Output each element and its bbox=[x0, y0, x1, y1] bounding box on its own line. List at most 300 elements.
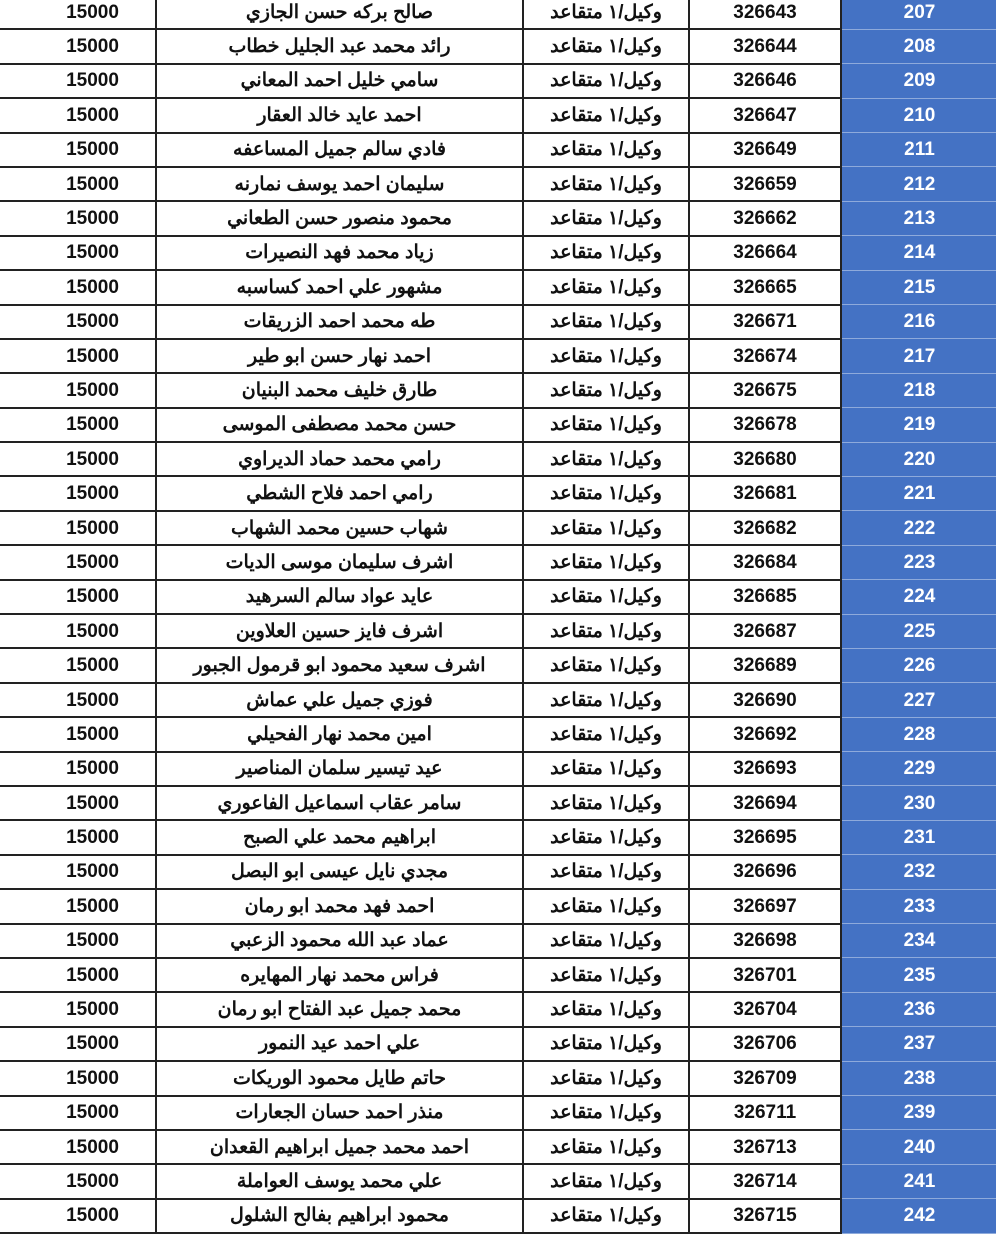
rank-value: وكيل/١ متقاعد bbox=[550, 689, 662, 711]
sequence-value: 226 bbox=[903, 655, 936, 677]
rank-value: وكيل/١ متقاعد bbox=[550, 999, 662, 1021]
table-row bbox=[0, 1061, 996, 1095]
amount-cell bbox=[0, 683, 156, 717]
name-value: محمود منصور حسن الطعاني bbox=[227, 208, 452, 230]
name-value: حاتم طايل محمود الوريكات bbox=[232, 1067, 447, 1089]
rank-value: وكيل/١ متقاعد bbox=[550, 173, 662, 195]
amount-value: 15000 bbox=[66, 311, 119, 333]
name-value: علي محمد يوسف العواملة bbox=[236, 1170, 443, 1192]
rank-value: وكيل/١ متقاعد bbox=[550, 1136, 662, 1158]
military-id-value: 326647 bbox=[733, 104, 797, 126]
rank-value: وكيل/١ متقاعد bbox=[550, 930, 662, 952]
amount-cell bbox=[0, 442, 156, 476]
name-value: زياد محمد فهد النصيرات bbox=[245, 242, 434, 264]
name-cell bbox=[156, 1199, 523, 1233]
name-value: ابراهيم محمد علي الصبح bbox=[243, 827, 436, 849]
sequence-cell bbox=[841, 958, 996, 992]
rank-value: وكيل/١ متقاعد bbox=[550, 276, 662, 298]
amount-value: 15000 bbox=[66, 70, 119, 92]
amount-cell bbox=[0, 717, 156, 751]
military-id-cell bbox=[689, 64, 841, 98]
rank-value: وكيل/١ متقاعد bbox=[550, 139, 662, 161]
rank-cell bbox=[523, 339, 689, 373]
amount-value: 15000 bbox=[66, 723, 119, 745]
amount-cell bbox=[0, 820, 156, 854]
amount-cell bbox=[0, 64, 156, 98]
name-cell bbox=[156, 167, 523, 201]
rank-value: وكيل/١ متقاعد bbox=[550, 345, 662, 367]
rank-cell bbox=[523, 752, 689, 786]
rank-value: وكيل/١ متقاعد bbox=[550, 1102, 662, 1124]
military-id-cell bbox=[689, 648, 841, 682]
sequence-value: 237 bbox=[903, 1033, 936, 1055]
military-id-value: 326681 bbox=[733, 483, 797, 505]
amount-cell bbox=[0, 545, 156, 579]
military-id-cell bbox=[689, 442, 841, 476]
table-row bbox=[0, 64, 996, 98]
amount-value: 15000 bbox=[66, 242, 119, 264]
table-row bbox=[0, 270, 996, 304]
amount-value: 15000 bbox=[66, 36, 119, 58]
amount-value: 15000 bbox=[66, 483, 119, 505]
rank-value: وكيل/١ متقاعد bbox=[550, 379, 662, 401]
sequence-value: 230 bbox=[903, 792, 936, 814]
rank-value: وكيل/١ متقاعد bbox=[550, 827, 662, 849]
table-row bbox=[0, 717, 996, 751]
rank-cell bbox=[523, 786, 689, 820]
amount-cell bbox=[0, 511, 156, 545]
military-id-value: 326694 bbox=[733, 792, 797, 814]
sequence-cell bbox=[841, 1027, 996, 1061]
amount-cell bbox=[0, 1096, 156, 1130]
name-value: عيد تيسير سلمان المناصير bbox=[236, 758, 443, 780]
name-cell bbox=[156, 580, 523, 614]
military-id-cell bbox=[689, 29, 841, 63]
sequence-cell bbox=[841, 236, 996, 270]
name-value: اشرف سليمان موسى الديات bbox=[225, 551, 454, 573]
amount-value: 15000 bbox=[66, 208, 119, 230]
amount-cell bbox=[0, 580, 156, 614]
military-id-value: 326680 bbox=[733, 448, 797, 470]
rank-cell bbox=[523, 1096, 689, 1130]
amount-cell bbox=[0, 855, 156, 889]
amount-value: 15000 bbox=[66, 895, 119, 917]
military-id-value: 326685 bbox=[733, 586, 797, 608]
military-id-value: 326698 bbox=[733, 930, 797, 952]
amount-value: 15000 bbox=[66, 414, 119, 436]
rank-value: وكيل/١ متقاعد bbox=[550, 1170, 662, 1192]
amount-cell bbox=[0, 1027, 156, 1061]
rank-value: وكيل/١ متقاعد bbox=[550, 964, 662, 986]
sequence-cell bbox=[841, 1096, 996, 1130]
table-row bbox=[0, 1096, 996, 1130]
sequence-value: 212 bbox=[903, 173, 936, 195]
sequence-value: 219 bbox=[903, 414, 936, 436]
amount-cell bbox=[0, 648, 156, 682]
military-id-value: 326659 bbox=[733, 173, 797, 195]
name-value: فوزي جميل علي عماش bbox=[246, 689, 433, 711]
sequence-value: 233 bbox=[903, 895, 936, 917]
rank-cell bbox=[523, 511, 689, 545]
name-cell bbox=[156, 683, 523, 717]
sequence-value: 221 bbox=[903, 483, 936, 505]
military-id-cell bbox=[689, 752, 841, 786]
amount-cell bbox=[0, 0, 156, 29]
rank-cell bbox=[523, 167, 689, 201]
sequence-value: 209 bbox=[903, 70, 936, 92]
rank-value: وكيل/١ متقاعد bbox=[550, 448, 662, 470]
sequence-cell bbox=[841, 855, 996, 889]
amount-cell bbox=[0, 992, 156, 1026]
rank-cell bbox=[523, 201, 689, 235]
military-id-value: 326697 bbox=[733, 895, 797, 917]
name-value: علي احمد عيد النمور bbox=[258, 1033, 421, 1055]
name-cell bbox=[156, 1027, 523, 1061]
sequence-cell bbox=[841, 580, 996, 614]
name-cell bbox=[156, 1061, 523, 1095]
rank-cell bbox=[523, 580, 689, 614]
table-row bbox=[0, 1164, 996, 1198]
amount-cell bbox=[0, 339, 156, 373]
table-row bbox=[0, 133, 996, 167]
military-id-cell bbox=[689, 855, 841, 889]
military-id-cell bbox=[689, 1164, 841, 1198]
name-cell bbox=[156, 614, 523, 648]
table-row bbox=[0, 236, 996, 270]
amount-cell bbox=[0, 958, 156, 992]
sequence-value: 211 bbox=[904, 139, 935, 161]
sequence-cell bbox=[841, 752, 996, 786]
amount-cell bbox=[0, 924, 156, 958]
rank-value: وكيل/١ متقاعد bbox=[550, 311, 662, 333]
military-id-cell bbox=[689, 820, 841, 854]
sequence-value: 240 bbox=[903, 1136, 936, 1158]
sequence-value: 242 bbox=[903, 1205, 936, 1227]
rank-value: وكيل/١ متقاعد bbox=[550, 758, 662, 780]
sequence-value: 229 bbox=[903, 758, 936, 780]
name-cell bbox=[156, 29, 523, 63]
sequence-cell bbox=[841, 717, 996, 751]
name-value: حسن محمد مصطفى الموسى bbox=[222, 414, 457, 436]
amount-cell bbox=[0, 305, 156, 339]
military-id-cell bbox=[689, 580, 841, 614]
table-row bbox=[0, 1027, 996, 1061]
amount-cell bbox=[0, 1130, 156, 1164]
name-value: اشرف فايز حسين العلاوين bbox=[235, 620, 444, 642]
table-row bbox=[0, 373, 996, 407]
name-value: سامر عقاب اسماعيل الفاعوري bbox=[217, 792, 462, 814]
table-row bbox=[0, 167, 996, 201]
name-value: احمد محمد جميل ابراهيم القعدان bbox=[209, 1136, 470, 1158]
amount-cell bbox=[0, 270, 156, 304]
rank-value: وكيل/١ متقاعد bbox=[550, 242, 662, 264]
name-cell bbox=[156, 201, 523, 235]
sequence-cell bbox=[841, 0, 996, 29]
sequence-cell bbox=[841, 1061, 996, 1095]
table-row bbox=[0, 98, 996, 132]
amount-value: 15000 bbox=[66, 930, 119, 952]
sequence-cell bbox=[841, 442, 996, 476]
name-cell bbox=[156, 442, 523, 476]
sequence-cell bbox=[841, 511, 996, 545]
table-row bbox=[0, 752, 996, 786]
rank-value: وكيل/١ متقاعد bbox=[550, 517, 662, 539]
rank-value: وكيل/١ متقاعد bbox=[550, 208, 662, 230]
sequence-cell bbox=[841, 992, 996, 1026]
rank-cell bbox=[523, 98, 689, 132]
military-id-value: 326662 bbox=[733, 208, 797, 230]
rank-cell bbox=[523, 442, 689, 476]
rank-value: وكيل/١ متقاعد bbox=[550, 36, 662, 58]
amount-value: 15000 bbox=[66, 345, 119, 367]
name-cell bbox=[156, 1130, 523, 1164]
rank-value: وكيل/١ متقاعد bbox=[550, 895, 662, 917]
table-row bbox=[0, 305, 996, 339]
military-id-value: 326692 bbox=[733, 723, 797, 745]
name-value: اشرف سعيد محمود ابو قرمول الجبور bbox=[193, 655, 486, 677]
military-id-cell bbox=[689, 1061, 841, 1095]
military-id-cell bbox=[689, 786, 841, 820]
sequence-cell bbox=[841, 373, 996, 407]
name-cell bbox=[156, 98, 523, 132]
military-id-value: 326713 bbox=[733, 1136, 797, 1158]
sequence-cell bbox=[841, 64, 996, 98]
military-id-value: 326709 bbox=[733, 1067, 797, 1089]
table-row bbox=[0, 924, 996, 958]
rank-cell bbox=[523, 1164, 689, 1198]
rank-cell bbox=[523, 958, 689, 992]
military-id-cell bbox=[689, 683, 841, 717]
sequence-cell bbox=[841, 820, 996, 854]
sequence-value: 227 bbox=[903, 689, 936, 711]
military-id-value: 326643 bbox=[733, 1, 797, 23]
name-value: شهاب حسين محمد الشهاب bbox=[231, 517, 448, 539]
name-value: مشهور علي احمد كساسبه bbox=[236, 276, 443, 298]
sequence-value: 223 bbox=[903, 551, 936, 573]
rank-value: وكيل/١ متقاعد bbox=[550, 551, 662, 573]
sequence-value: 218 bbox=[903, 379, 936, 401]
table-row bbox=[0, 29, 996, 63]
amount-value: 15000 bbox=[66, 173, 119, 195]
military-id-value: 326711 bbox=[733, 1102, 797, 1124]
rank-value: وكيل/١ متقاعد bbox=[550, 414, 662, 436]
name-value: سامي خليل احمد المعاني bbox=[240, 70, 439, 92]
military-id-value: 326696 bbox=[733, 861, 797, 883]
amount-cell bbox=[0, 373, 156, 407]
sequence-value: 217 bbox=[903, 345, 936, 367]
military-id-value: 326687 bbox=[733, 620, 797, 642]
rank-value: وكيل/١ متقاعد bbox=[550, 620, 662, 642]
table-row bbox=[0, 786, 996, 820]
sequence-cell bbox=[841, 924, 996, 958]
amount-value: 15000 bbox=[66, 827, 119, 849]
amount-value: 15000 bbox=[66, 586, 119, 608]
amount-cell bbox=[0, 1164, 156, 1198]
amount-value: 15000 bbox=[66, 448, 119, 470]
amount-cell bbox=[0, 29, 156, 63]
rank-cell bbox=[523, 1199, 689, 1233]
name-cell bbox=[156, 1096, 523, 1130]
rank-cell bbox=[523, 683, 689, 717]
table-row bbox=[0, 476, 996, 510]
military-id-value: 326715 bbox=[733, 1205, 797, 1227]
sequence-cell bbox=[841, 786, 996, 820]
sequence-cell bbox=[841, 133, 996, 167]
rank-value: وكيل/١ متقاعد bbox=[550, 792, 662, 814]
sequence-value: 216 bbox=[903, 311, 936, 333]
sequence-cell bbox=[841, 1199, 996, 1233]
table-row bbox=[0, 820, 996, 854]
sequence-cell bbox=[841, 476, 996, 510]
military-id-value: 326664 bbox=[733, 242, 797, 264]
name-value: فراس محمد نهار المهايره bbox=[240, 964, 439, 986]
sequence-value: 241 bbox=[903, 1170, 936, 1192]
table-row bbox=[0, 992, 996, 1026]
name-value: فادي سالم جميل المساعفه bbox=[233, 139, 446, 161]
table-row bbox=[0, 614, 996, 648]
name-cell bbox=[156, 64, 523, 98]
military-id-value: 326682 bbox=[733, 517, 797, 539]
amount-value: 15000 bbox=[66, 1170, 119, 1192]
rank-cell bbox=[523, 889, 689, 923]
military-id-value: 326649 bbox=[733, 139, 797, 161]
amount-cell bbox=[0, 167, 156, 201]
name-cell bbox=[156, 924, 523, 958]
sequence-cell bbox=[841, 167, 996, 201]
rank-value: وكيل/١ متقاعد bbox=[550, 655, 662, 677]
amount-value: 15000 bbox=[66, 620, 119, 642]
sequence-cell bbox=[841, 889, 996, 923]
name-cell bbox=[156, 133, 523, 167]
amount-cell bbox=[0, 201, 156, 235]
military-id-value: 326646 bbox=[733, 70, 797, 92]
name-cell bbox=[156, 545, 523, 579]
sequence-value: 215 bbox=[903, 276, 936, 298]
name-value: عايد عواد سالم السرهيد bbox=[245, 586, 434, 608]
amount-value: 15000 bbox=[66, 1205, 119, 1227]
military-id-value: 326684 bbox=[733, 551, 797, 573]
military-id-value: 326678 bbox=[733, 414, 797, 436]
amount-value: 15000 bbox=[66, 104, 119, 126]
rank-cell bbox=[523, 1027, 689, 1061]
sequence-cell bbox=[841, 683, 996, 717]
military-id-value: 326690 bbox=[733, 689, 797, 711]
name-cell bbox=[156, 270, 523, 304]
sequence-cell bbox=[841, 1164, 996, 1198]
rank-value: وكيل/١ متقاعد bbox=[550, 1067, 662, 1089]
name-value: طارق خليف محمد البنيان bbox=[241, 379, 438, 401]
rank-cell bbox=[523, 648, 689, 682]
sequence-value: 232 bbox=[903, 861, 936, 883]
military-id-cell bbox=[689, 1199, 841, 1233]
name-cell bbox=[156, 476, 523, 510]
name-cell bbox=[156, 511, 523, 545]
military-id-cell bbox=[689, 0, 841, 29]
sequence-cell bbox=[841, 201, 996, 235]
rank-cell bbox=[523, 270, 689, 304]
military-id-value: 326693 bbox=[733, 758, 797, 780]
name-value: امين محمد نهار الفحيلي bbox=[247, 723, 432, 745]
name-cell bbox=[156, 236, 523, 270]
amount-cell bbox=[0, 408, 156, 442]
table-row bbox=[0, 511, 996, 545]
rank-value: وكيل/١ متقاعد bbox=[550, 1205, 662, 1227]
rank-value: وكيل/١ متقاعد bbox=[550, 861, 662, 883]
table-row bbox=[0, 408, 996, 442]
amount-cell bbox=[0, 614, 156, 648]
amount-cell bbox=[0, 98, 156, 132]
rank-value: وكيل/١ متقاعد bbox=[550, 1, 662, 23]
military-id-cell bbox=[689, 614, 841, 648]
military-id-cell bbox=[689, 1130, 841, 1164]
sequence-value: 207 bbox=[903, 1, 936, 23]
name-value: عماد عبد الله محمود الزعبي bbox=[230, 930, 449, 952]
amount-value: 15000 bbox=[66, 655, 119, 677]
amount-value: 15000 bbox=[66, 551, 119, 573]
amount-value: 15000 bbox=[66, 1102, 119, 1124]
table-row bbox=[0, 442, 996, 476]
rank-cell bbox=[523, 717, 689, 751]
military-id-value: 326704 bbox=[733, 999, 797, 1021]
name-value: مجدي نايل عيسى ابو البصل bbox=[230, 861, 449, 883]
military-id-value: 326665 bbox=[733, 276, 797, 298]
sequence-value: 220 bbox=[903, 448, 936, 470]
amount-value: 15000 bbox=[66, 379, 119, 401]
name-cell bbox=[156, 958, 523, 992]
amount-cell bbox=[0, 476, 156, 510]
sequence-cell bbox=[841, 98, 996, 132]
military-id-value: 326714 bbox=[733, 1170, 797, 1192]
sequence-value: 238 bbox=[903, 1067, 936, 1089]
military-id-value: 326644 bbox=[733, 36, 797, 58]
military-id-cell bbox=[689, 408, 841, 442]
name-value: منذر احمد حسان الجعارات bbox=[235, 1102, 444, 1124]
rank-cell bbox=[523, 236, 689, 270]
table-row bbox=[0, 889, 996, 923]
military-id-value: 326675 bbox=[733, 379, 797, 401]
rank-cell bbox=[523, 820, 689, 854]
name-value: احمد نهار حسن ابو طير bbox=[248, 345, 431, 367]
sequence-cell bbox=[841, 648, 996, 682]
sequence-value: 231 bbox=[903, 827, 936, 849]
table-row bbox=[0, 1199, 996, 1233]
sequence-value: 236 bbox=[903, 999, 936, 1021]
rank-cell bbox=[523, 64, 689, 98]
military-id-cell bbox=[689, 201, 841, 235]
sequence-value: 235 bbox=[903, 964, 936, 986]
sequence-cell bbox=[841, 305, 996, 339]
sequence-cell bbox=[841, 545, 996, 579]
amount-value: 15000 bbox=[66, 964, 119, 986]
amount-value: 15000 bbox=[66, 276, 119, 298]
sequence-cell bbox=[841, 339, 996, 373]
military-id-cell bbox=[689, 511, 841, 545]
sequence-value: 214 bbox=[903, 242, 936, 264]
rank-cell bbox=[523, 924, 689, 958]
name-value: صالح بركه حسن الجازي bbox=[245, 1, 434, 23]
military-id-value: 326689 bbox=[733, 655, 797, 677]
table-row bbox=[0, 545, 996, 579]
amount-cell bbox=[0, 889, 156, 923]
military-id-value: 326701 bbox=[733, 964, 797, 986]
amount-cell bbox=[0, 786, 156, 820]
sequence-cell bbox=[841, 270, 996, 304]
table-row bbox=[0, 958, 996, 992]
military-id-cell bbox=[689, 717, 841, 751]
military-id-cell bbox=[689, 476, 841, 510]
name-value: طه محمد احمد الزريقات bbox=[243, 311, 436, 333]
military-id-cell bbox=[689, 924, 841, 958]
